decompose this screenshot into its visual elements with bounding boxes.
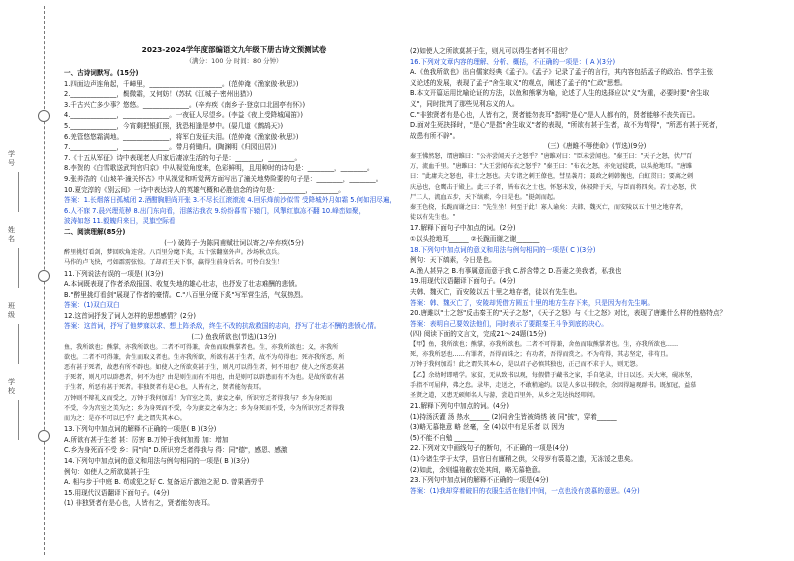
left-column-line: 6.羌管悠悠霜满地。______________，将军白发征夫泪。(范仲淹《渔家傲·秋思》) [64, 132, 299, 141]
left-column-line: 5.______________，今宵剩把银釭照，犹恐相逢是梦中。(晏几道《鹧鸪天》) [64, 121, 284, 130]
right-column-line: 死，亦我所恶也……有罪者，吾得而诛之；有功者，吾得而赏之。不为苟得，其志坚定，非苟且。 [410, 351, 673, 359]
right-column-line: 16.下列对文章内容的理解、分析、概括，不正确的一项是：( A )(3分) [410, 57, 616, 66]
left-column-line: 答案：这首词，抒写了他梦寐以求、想上阵杀敌，终生不改的抗敌救国的志向，抒写了壮志不酬的悲愤心情。 [64, 322, 381, 331]
binding-hole-icon [38, 270, 50, 282]
right-column-line: 万，流血千里。"唐雎曰："大王尝闻布衣之怒乎？"秦王曰："布衣之怒，亦免冠徒跣，以头抢地耳。"唐雎 [410, 163, 693, 171]
exam-subtitle: （满分：100 分 时间：80 分钟） [185, 57, 283, 65]
right-column-line: 22.下列对文中画线句子的断句，不正确的一项是(4分) [410, 444, 569, 453]
left-column-line: 1.四面边声连角起，千嶂里，______________________。(范仲淹《渔家傲·秋思》) [64, 79, 299, 88]
left-column-line: 恶有甚于死者，故患有所不辟也。如使人之所欲莫甚于生，则凡可以得生者，何不用也？使人之所恶莫甚 [64, 364, 345, 372]
binding-hole-icon [38, 110, 50, 122]
right-column-line: 义论述的发展，表现了孟子"舍生取义"的观点，阐述了孟子的"仁政"思想。 [410, 78, 627, 87]
right-column-line: 答案：表明自己要效法他们，同时表示了要跟秦王斗争到底的决心。 [410, 319, 608, 328]
right-column-line: (四) 阅读下面的文言文，完成21～24题(15分) [410, 330, 547, 339]
right-column-line: 【甲】鱼，我所欲也；熊掌，亦我所欲也。二者不可得兼，舍鱼而取熊掌者也。生，亦我所欲也…… [410, 340, 679, 348]
right-column-line: 答案：韩、魏灭亡了，安陵却凭借方圆五十里的地方生存下来，只是因为有先生啊。 [410, 298, 654, 307]
right-column-line: 19.用现代汉语翻译下面句子。(4分) [410, 277, 516, 286]
right-column-line: 18.下列句中加点词的意义和用法与例句相同的一项是( C )(3分) [410, 245, 596, 254]
right-column-line: 曰："此庸夫之怒也，非士之怒也。夫专诸之刺王僚也，彗星袭月；聂政之刺韩傀也，白虹贯日；要离之刺 [410, 173, 694, 181]
right-column-line: 23.下列句中加点词的解释不正确的一项是(4分) [410, 476, 549, 485]
right-column-line: (三)《唐雎不辱使命》(节选)(9分) [547, 142, 647, 151]
left-column-line: 欲也。二者不可得兼，舍生而取义者也。生亦我所欲，所欲有甚于生者，故不为苟得也；死亦我所恶，所 [64, 353, 345, 361]
right-column-line: 20.唐雎以"士之怒"反击秦王的"天子之怒"，《天子之怒》与《士之怒》对比，表现了唐雎什么样的性格特点？ [410, 309, 727, 318]
binding-blank-line [18, 172, 19, 212]
left-column-line: 波涛如怒 11.毅魄归来日，灵旗空际看 [64, 217, 176, 226]
left-column-line: 4.______________，______________。一夜征人尽望乡。(李益《夜上受降城闻笛》) [64, 111, 303, 120]
left-column-line: 万钟则不辩礼义而受之，万钟于我何加焉！为宫室之美，妻妾之奉，所识穷乏者得我与？乡为身死而 [64, 394, 333, 402]
binding-blank-line [18, 324, 19, 364]
left-column-line: 12.这首词抒发了词人怎样的思想感情？(2分) [64, 311, 196, 320]
left-column-line: 二、阅读理解(85分) [64, 227, 126, 236]
left-column-line: 15.用现代汉语翻译下面句子。(4分) [64, 488, 170, 497]
right-column-line: ①以头抢地耳______ ②长跪而谢之谢_______ [410, 234, 540, 243]
left-column-line: 不受，今为宫室之美为之；乡为身死而不受，今为妻妾之奉为之；乡为身死而不受，今为所识穷乏者得我 [64, 404, 345, 412]
binding-label-class: 班级 [8, 302, 15, 319]
left-column-line: 13.下列句中加点词的解释不正确的一项是( B )(3分) [64, 425, 217, 434]
left-column-line: A.所欲有甚于生者 甚：厉害 B.万钟于我何加焉 加：增加 [64, 435, 229, 444]
left-column-line: 鱼，我所欲也；熊掌，亦我所欲也。二者不可得兼，舍鱼而取熊掌者也。生，亦我所欲也；义，亦我所 [64, 343, 339, 351]
right-column-line: 答案：(1)我却穿着破旧的衣服生活在他们中间，一点也没有羡慕的意思。(4分) [410, 486, 640, 495]
left-column-line: 例句：如使人之所欲莫甚于生 [64, 467, 150, 476]
left-column-line: 8.李贺的《白雪歌送武判官归京》中从视觉角度来，色彩鲜明，且用种时的诗句是：________，________。 [64, 164, 374, 173]
right-column-line: 手指不可屈伸，弗之怠。录毕，走送之，不敢稍逾约。以是人多以书假余，余因得遍观群书。既加冠，益慕 [410, 381, 697, 389]
right-column-line: 尸二人，流血五步，天下缟素，今日是也。"挺剑而起。 [410, 193, 560, 201]
left-column-line: (1) 非独贤者有是心也，人皆有之，贤者能勿丧耳。 [64, 499, 214, 508]
right-column-line: (1)今诸生学于太学，县官日有廪稍之供，父母岁有裘葛之遗，无冻馁之患矣。 [410, 455, 637, 464]
left-column-line: (二) 鱼我所欲也(节选)(13分) [191, 333, 277, 342]
right-column-line: 秦王色挠，长跪而谢之曰："先生坐！何至于此！寡人谕矣：夫韩、魏灭亡，而安陵以五十里之地存者， [410, 203, 688, 211]
right-column-line: 圣贤之道，又患无硕师名人与游，尝趋百里外，从乡之先达执经叩问。 [410, 391, 599, 399]
right-column-line: B.本文开篇运用比喻论证的方法，以鱼和熊掌为喻，论述了人生的选择应以"义"为重，必要时要"舍生取 [410, 89, 710, 98]
right-column-line: 21.解释下列句中加点的词。(4分) [410, 402, 509, 411]
right-column-line: A.渔人甚异之 B.有事属意而意于我 C.辞含带之 D.吾妻之美我者，私我也 [410, 266, 622, 275]
right-column-line: (2)如使人之所欲莫甚于生，则凡可以得生者何不用也？ [410, 47, 571, 55]
left-column-line: 答案：(1)双白双白 [64, 301, 120, 310]
right-column-line: 17.解释下面句子中加点的词。(2分) [410, 224, 516, 233]
left-column-line: A. 相与步于中庭 B. 苟或犯之好 C. 复备运斤激池之泥 D. 曾果酒劳乎 [64, 478, 264, 487]
right-column-line: C."非独贤者有是心也，人皆有之，贤者能勿丧耳"指明"是心"是人人都有的，贤者能够不丧失而已。 [410, 110, 700, 119]
right-column-line: 义"，同时批判了那些见利忘义的人。 [410, 99, 519, 108]
left-column-line: 马作的卢飞快，弓如霹雳弦惊。了却君王天下事，赢得生前身后名。可怜白发生！ [64, 259, 284, 267]
left-column-line: 6.人不寐 7.晨兴理荒秽 8.出门东向看，泪落沾我衣 9.纷纷暮雪下辕门，风掣红旗冻不翻 10.峰峦如聚， [64, 206, 366, 215]
right-column-line: (3)略无慕艳意 略 丝毫，全 (4)以中有足乐者 以 因为 [410, 423, 565, 432]
left-column-line: 醉里挑灯看剑，梦回吹角连营。八百里分麾下炙，五十弦翻塞外声。沙场秋点兵。 [64, 249, 284, 257]
left-column-line: 3.千古兴亡多少事？悠悠。______________。(辛弃疾《南乡子·登京口北固亭有怀》) [64, 100, 306, 109]
left-column-line: 于生者，所恶有甚于死者。非独贤者有是心也，人皆有之，贤者能勿丧耳。 [64, 384, 266, 392]
right-column-line: 夫韩、魏灭亡，而安陵以五十里之地存者，徒以有先生也。 [410, 287, 582, 296]
left-column-line: 而为之：是亦不可以已乎？此之谓失其本心。 [64, 415, 186, 423]
left-column-line: 9.张养浩的《山坡羊·潼关怀古》中从视觉和听觉两方面写出了潼关地势险要的句子是：________，________。 [64, 174, 383, 183]
left-column-line: 一、古诗词默写。(15分) [64, 69, 139, 77]
binding-label-name: 姓名 [8, 226, 15, 243]
right-column-line: D.面对生死抉择时，"是心"是指"舍生取义"者的表现，"所欲有甚于生者，故不为苟得"，"所恶有甚于死者， [410, 121, 722, 130]
left-column-line: 2.______________，鬓微霜，又何妨！(苏轼《江城子·密州出猎》) [64, 90, 253, 99]
left-column-line: 7.《十五从军征》诗中表现老人归家后凄凉生活的句子是：________，________。 [64, 153, 302, 162]
right-column-line: 徒以有先生也。" [410, 214, 456, 222]
right-column-line: (5)不能不自勉 ______ [410, 433, 475, 442]
left-column-line: 于死者，则凡可以辟患者，何不为也？由是则生而有不用也，由是则可以辟患而有不为也。是故所欲有甚 [64, 374, 345, 382]
exam-title: 2023-2024学年度部编语文九年级下册古诗文预测试卷 [141, 45, 327, 54]
left-column-line: 14.下列句中加点词的意义和用法与例句相同的一项是( B )(3分) [64, 457, 250, 466]
left-column-line: (一) 破阵子·为陈同甫赋壮词以寄之/辛弃疾(5分) [164, 238, 304, 247]
left-column-line: 7.______________，______________。带月荷锄归。(陶渊明《归园田居》) [64, 143, 277, 152]
right-column-line: 万钟于我何加焉！此之谓失其本心，是以君子必慎其独也，正己而不求于人，则无怨。 [410, 361, 642, 369]
right-column-line: 【乙】余幼时即嗜学。家贫，无从致书以观，每假借于藏书之家，手自笔录，计日以还。天大寒，砚冰坚， [410, 371, 697, 379]
binding-margin [0, 0, 52, 561]
right-column-line: (1)持汤沃灌 汤 热水______ (2)同舍生皆被绮绣 被 同"披"，穿着______ [410, 412, 617, 421]
right-column-line: (2)如此，余则缊袍敝衣处其间，略无慕艳意。 [410, 465, 545, 474]
binding-hole-icon [38, 430, 50, 442]
left-column-line: 答案：1.长烟落日孤城闭 2.酒酣胸胆尚开张 3.不尽长江滚滚流 4.回乐烽前沙似雪 受降城外月如霜 5.何如泪尽遍， [64, 196, 397, 205]
binding-label-student-id: 学号 [8, 150, 15, 167]
right-column-line: 庆忌也，仓鹰击于殿上。此三子者，皆布衣之士也，怀怒未发，休祲降于天，与臣而将四矣。若士必怒，伏 [410, 183, 697, 191]
right-column-line: 故患有所不辟"。 [410, 131, 460, 140]
binding-blank-line [18, 400, 19, 440]
binding-blank-line [18, 248, 19, 288]
left-column-line: 11.下列说法有误的一项是( )(3分) [64, 269, 164, 278]
left-column-line: C.乡为身死而不受 乡：同"向" D.所识穷乏者得我与 得：同"德"，感恩、感激 [64, 446, 288, 455]
right-column-line: 秦王怫然怒，谓唐雎曰："公亦尝闻天子之怒乎？"唐雎对曰："臣未尝闻也。"秦王曰："天子之怒，伏尸百 [410, 152, 693, 160]
right-column [410, 46, 784, 496]
left-column [64, 68, 404, 509]
right-column-line: A.《鱼我所欲也》出自儒家经典《孟子》。《孟子》记录了孟子的言行，其内容包括孟子的政治、哲学主张 [410, 68, 714, 77]
right-column-line: 例句：天下缟素，今日是也。 [410, 256, 496, 265]
left-column-line: 10.夏完淳的《别云间》一诗中表达诗人的英雄气概和必胜信念的诗句是：________，________。 [64, 185, 345, 194]
binding-label-school: 学校 [8, 378, 15, 395]
left-column-line: A.本词既表现了作者杀敌报国、收复失地的雄心壮志，也抒发了壮志难酬的悲愤。 [64, 280, 302, 289]
left-column-line: B."醉里挑灯看剑"展现了作者的豪情。C."八百里分麾下炙"写军营生活，气氛热烈。 [64, 290, 308, 299]
